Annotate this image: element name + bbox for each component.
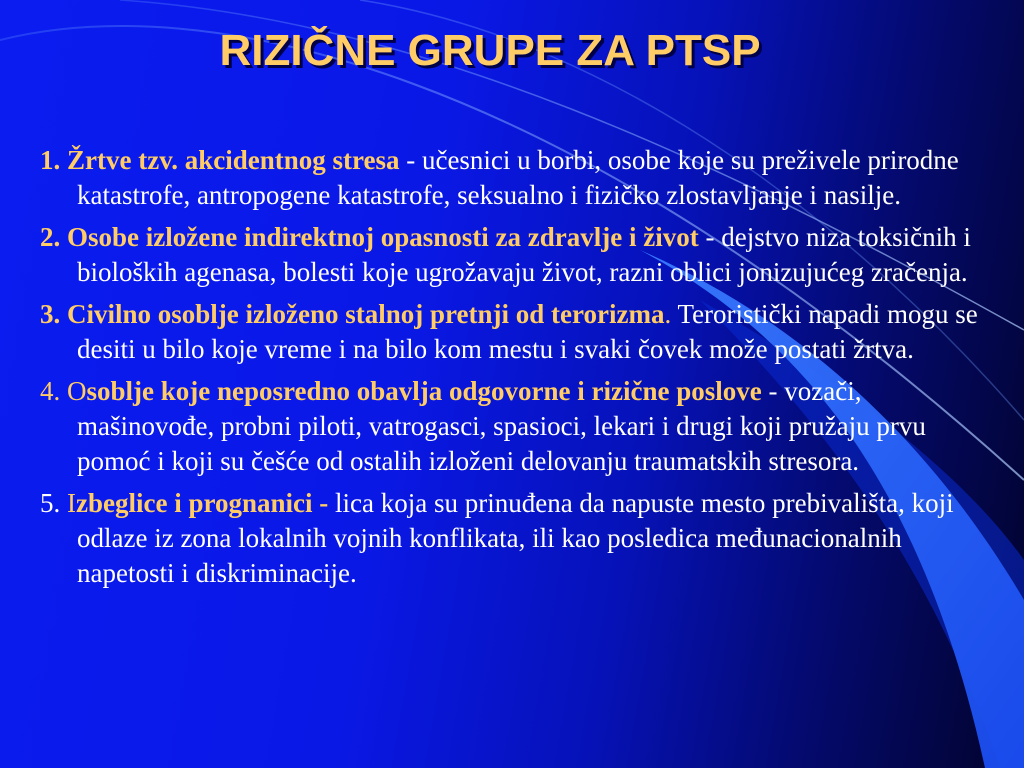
item-heading: Civilno osoblje izloženo stalnoj pretnji od terorizma <box>60 299 665 329</box>
item-number: 1. <box>40 145 61 175</box>
risk-groups-list <box>40 143 995 598</box>
item-description-initial: l <box>328 488 343 518</box>
item-description: ica koja su prinuđena da napuste mesto prebivališta, koji odlaze iz zona lokalnih vojnih konflikata, ili kao posledica međunacionalnih napetosti i diskriminacije. <box>77 488 954 588</box>
item-description: Teroristički napadi mogu se desiti u bilo koje vreme i na bilo kom mestu i svaki čovek može postati žrtva. <box>77 299 978 364</box>
list-item <box>40 297 995 367</box>
list-item <box>40 143 995 213</box>
item-heading: Žrtve tzv. akcidentnog stresa <box>60 145 400 175</box>
item-heading-initial: O <box>60 376 87 406</box>
item-description: - učesnici u borbi, osobe koje su preživele prirodne katastrofe, antropogene katastrofe, seksualno i fizičko zlostavljanje i nasilje. <box>77 145 959 210</box>
item-description: - vozači, mašinovođe, probni piloti, vatrogasci, spasioci, lekari i drugi koji pružaju prvu pomoć i koji su češće od ostalih izloženi delovanju traumatskih stresora. <box>77 376 926 476</box>
list-item <box>40 374 995 479</box>
list-item <box>40 220 995 290</box>
item-heading-initial: I <box>60 488 76 518</box>
item-description: - dejstvo niza toksičnih i bioloških agenasa, bolesti koje ugrožavaju život, razni oblici jonizujućeg zračenja. <box>77 222 971 287</box>
item-heading: Osobe izložene indirektnoj opasnosti za zdravlje i život <box>60 222 699 252</box>
item-heading: soblje koje neposredno obavlja odgovorne i rizične poslove <box>86 376 762 406</box>
item-number: 5. <box>40 488 61 518</box>
item-number: 3. <box>40 299 61 329</box>
item-heading-suffix: . <box>664 299 672 329</box>
item-number: 2. <box>40 222 61 252</box>
item-number: 4. <box>40 376 61 406</box>
slide-title: RIZIČNE GRUPE ZA PTSP <box>219 26 761 75</box>
item-heading: zbeglice i prognanici - <box>76 488 329 518</box>
list-item <box>40 486 995 591</box>
